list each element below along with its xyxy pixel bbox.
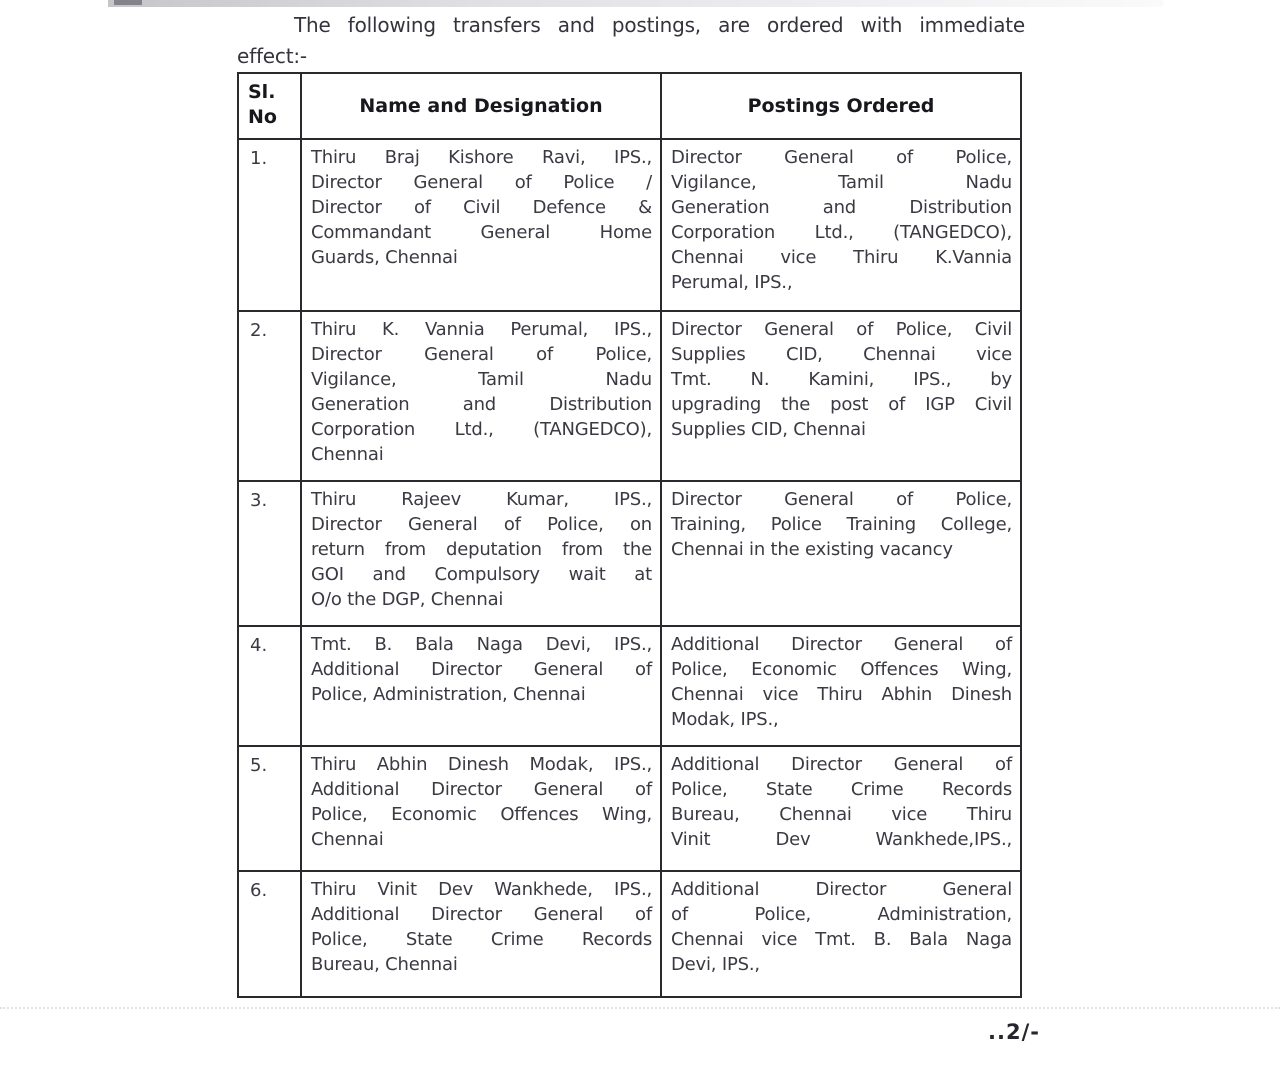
header-sl-no-line-2: No [248,106,277,128]
row-postings-ordered [661,139,1021,311]
row-sl-no: 5. [238,746,301,871]
header-name-and-designation: Name and Designation [301,73,661,139]
table-row [238,139,1021,311]
cell-line: Commandant General Home [311,222,652,243]
scan-artifact-line [0,1007,1280,1009]
cell-line: Corporation Ltd., (TANGEDCO), [671,222,1012,243]
cell-line: Tmt. N. Kamini, IPS., by [671,369,1012,390]
cell-line: Chennai [311,829,384,850]
cell-line: Chennai vice Thiru Abhin Dinesh [671,684,1012,705]
table-row [238,481,1021,626]
scan-artifact-mark [114,0,142,5]
page-number: ..2/- [988,1020,1040,1044]
table-row [238,311,1021,481]
cell-line: Director General of Police, Civil [671,319,1012,340]
row-postings-ordered [661,871,1021,997]
table-header-row [238,73,1021,139]
cell-line: Director of Civil Defence & [311,197,652,218]
cell-line: Director General of Police / [311,172,652,193]
cell-line: Generation and Distribution [671,197,1012,218]
cell-line: Police, State Crime Records [311,929,652,950]
cell-line: Police, Economic Offences Wing, [311,804,652,825]
cell-line: Police, State Crime Records [671,779,1012,800]
cell-line: Supplies CID, Chennai [671,419,866,440]
header-postings-ordered: Postings Ordered [661,73,1021,139]
row-postings-ordered [661,311,1021,481]
cell-line: Devi, IPS., [671,954,760,975]
cell-line: Additional Director General of [311,659,652,680]
cell-line: Generation and Distribution [311,394,652,415]
cell-line: Chennai [311,444,384,465]
row-postings-ordered [661,746,1021,871]
row-sl-no: 2. [238,311,301,481]
row-sl-no: 3. [238,481,301,626]
cell-line: Guards, Chennai [311,247,458,268]
cell-line: Vigilance, Tamil Nadu [311,369,652,390]
cell-line: Vinit Dev Wankhede,IPS., [671,829,1012,850]
cell-line: Additional Director General [671,879,1012,900]
cell-line: Tmt. B. Bala Naga Devi, IPS., [311,634,652,655]
intro-line-1: The following transfers and postings, are ordered with immediate [294,13,1025,37]
cell-line: Vigilance, Tamil Nadu [671,172,1012,193]
row-name-and-designation [301,746,661,871]
cell-line: GOI and Compulsory wait at [311,564,652,585]
cell-line: Director General of Police, [311,344,652,365]
cell-line: Director General of Police, on [311,514,652,535]
cell-line: Modak, IPS., [671,709,779,730]
cell-line: Thiru Braj Kishore Ravi, IPS., [311,147,652,168]
transfers-postings-table [237,72,1022,998]
row-sl-no: 1. [238,139,301,311]
cell-line: Police, Administration, Chennai [311,684,586,705]
intro-paragraph [237,10,1025,72]
row-name-and-designation [301,871,661,997]
row-name-and-designation [301,481,661,626]
row-sl-no: 6. [238,871,301,997]
cell-line: return from deputation from the [311,539,652,560]
table-row [238,746,1021,871]
intro-line-2: effect:- [237,44,307,68]
cell-line: Director General of Police, [671,489,1012,510]
cell-line: Bureau, Chennai vice Thiru [671,804,1012,825]
cell-line: Chennai vice Thiru K.Vannia [671,247,1012,268]
cell-line: Additional Director General of [671,634,1012,655]
row-postings-ordered [661,626,1021,746]
cell-line: Police, Economic Offences Wing, [671,659,1012,680]
cell-line: Additional Director General of [311,779,652,800]
cell-line: Supplies CID, Chennai vice [671,344,1012,365]
cell-line: Chennai in the existing vacancy [671,539,953,560]
cell-line: Thiru Rajeev Kumar, IPS., [311,489,652,510]
cell-line: Thiru Abhin Dinesh Modak, IPS., [311,754,652,775]
cell-line: Director General of Police, [671,147,1012,168]
scan-artifact-band [108,0,1163,7]
row-name-and-designation [301,311,661,481]
cell-line: Perumal, IPS., [671,272,793,293]
cell-line: Chennai vice Tmt. B. Bala Naga [671,929,1012,950]
row-postings-ordered [661,481,1021,626]
cell-line: Corporation Ltd., (TANGEDCO), [311,419,652,440]
row-sl-no: 4. [238,626,301,746]
row-name-and-designation [301,139,661,311]
cell-line: Training, Police Training College, [671,514,1012,535]
cell-line: Bureau, Chennai [311,954,458,975]
table-row [238,626,1021,746]
cell-line: of Police, Administration, [671,904,1012,925]
header-sl-no-line-1: Sl. [248,81,276,103]
cell-line: Additional Director General of [671,754,1012,775]
row-name-and-designation [301,626,661,746]
header-sl-no [238,73,301,139]
cell-line: Thiru Vinit Dev Wankhede, IPS., [311,879,652,900]
table-row [238,871,1021,997]
cell-line: Thiru K. Vannia Perumal, IPS., [311,319,652,340]
cell-line: Additional Director General of [311,904,652,925]
cell-line: O/o the DGP, Chennai [311,589,504,610]
cell-line: upgrading the post of IGP Civil [671,394,1012,415]
